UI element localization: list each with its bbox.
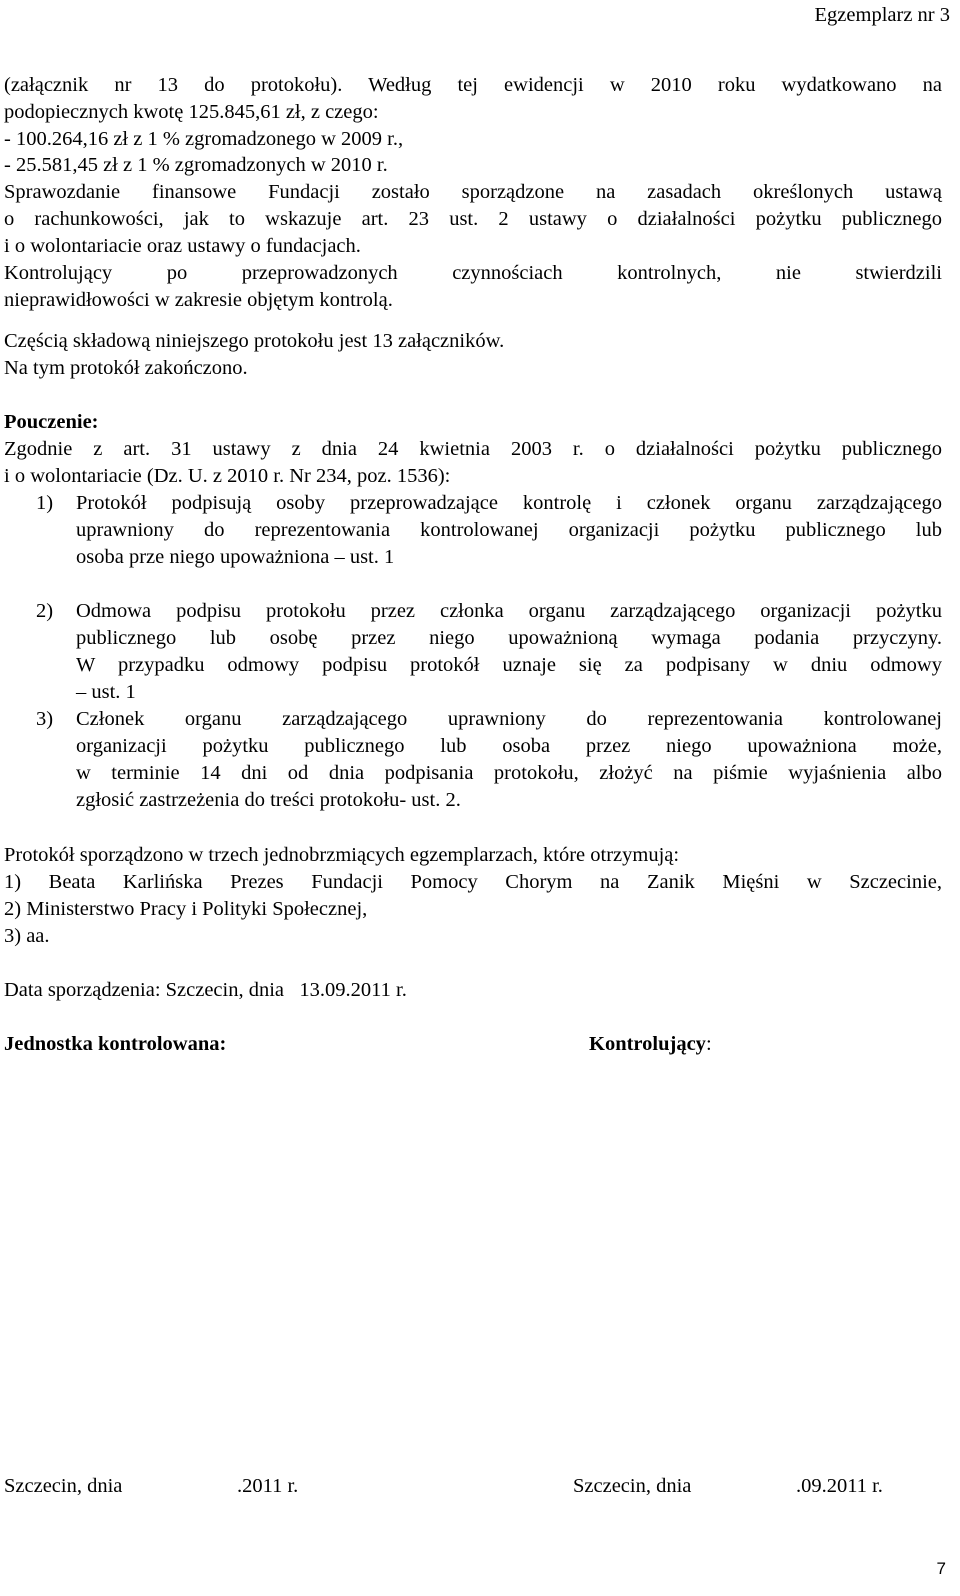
date-line: Data sporządzenia: Szczecin, dnia 13.09.2011 r. <box>4 979 407 1001</box>
copies-line-1: Protokół sporządzono w trzech jednobrzmiących egzemplarzach, które otrzymują: <box>4 844 680 866</box>
item-number: 3) <box>36 708 54 730</box>
inspector-label-colon: : <box>705 1033 712 1055</box>
intro-line-3: - 100.264,16 zł z 1 % zgromadzonego w 2009 r., <box>4 128 404 150</box>
intro-line-1: (załącznik nr 13 do protokołu). Według tej ewidencji w 2010 roku wydatkowano na <box>4 74 942 96</box>
page-number: 7 <box>936 1559 946 1578</box>
item-line: organizacji pożytku publicznego lub osoba przez niego upoważniona może, <box>76 735 942 757</box>
item-line: uprawniony do reprezentowania kontrolowanej organizacji pożytku publicznego lub <box>76 519 942 541</box>
intro-line-9: nieprawidłowości w zakresie objętym kontrolą. <box>4 289 393 311</box>
item-line: Odmowa podpisu protokołu przez członka organu zarządzającego organizacji pożytku <box>76 600 942 622</box>
controlled-unit-label: Jednostka kontrolowana: <box>4 1033 227 1055</box>
intro-line-5: Sprawozdanie finansowe Fundacji zostało sporządzone na zasadach określonych ustawą <box>4 181 942 203</box>
item-number: 2) <box>36 600 54 622</box>
right-signature-date: .09.2011 r. <box>796 1475 883 1497</box>
item-line: Protokół podpisują osoby przeprowadzające kontrolę i członek organu zarządzającego <box>76 492 942 514</box>
item-number: 1) <box>36 492 54 514</box>
item-text <box>76 598 942 706</box>
item-line: publicznego lub osobę przez niego upoważnioną wymaga podania przyczyny. <box>76 627 942 649</box>
intro-line-2: podopiecznych kwotę 125.845,61 zł, z czego: <box>4 101 379 123</box>
instruction-line-1: Zgodnie z art. 31 ustawy z dnia 24 kwietnia 2003 r. o działalności pożytku publicznego <box>4 438 942 460</box>
item-line: – ust. 1 <box>76 681 136 703</box>
left-signature-date: .2011 r. <box>237 1475 299 1497</box>
intro-line-4: - 25.581,45 zł z 1 % zgromadzonych w 2010 r. <box>4 154 388 176</box>
intro-line-8: Kontrolujący po przeprowadzonych czynnościach kontrolnych, nie stwierdzili <box>4 262 942 284</box>
copies-line-3: 2) Ministerstwo Pracy i Polityki Społecznej, <box>4 898 368 920</box>
intro-line-6: o rachunkowości, jak to wskazuje art. 23 ust. 2 ustawy o działalności pożytku publicznego <box>4 208 942 230</box>
attachments-line-2: Na tym protokół zakończono. <box>4 357 248 379</box>
item-text <box>76 706 942 814</box>
instruction-heading: Pouczenie: <box>4 411 99 433</box>
copy-number-label: Egzemplarz nr 3 <box>814 4 950 26</box>
left-signature-place: Szczecin, dnia <box>4 1475 123 1497</box>
item-line: w terminie 14 dni od dnia podpisania protokołu, złożyć na piśmie wyjaśnienia albo <box>76 762 942 784</box>
intro-line-7: i o wolontariacie oraz ustawy o fundacjach. <box>4 235 361 257</box>
item-line: osoba prze niego upoważniona – ust. 1 <box>76 546 395 568</box>
instruction-line-2: i o wolontariacie (Dz. U. z 2010 r. Nr 234, poz. 1536): <box>4 465 451 487</box>
copies-line-2: 1) Beata Karlińska Prezes Fundacji Pomocy Chorym na Zanik Mięśni w Szczecinie, <box>4 871 942 893</box>
copies-line-4: 3) aa. <box>4 925 50 947</box>
inspector-label <box>589 1031 712 1058</box>
item-line: zgłosić zastrzeżenia do treści protokołu- ust. 2. <box>76 789 461 811</box>
item-line: Członek organu zarządzającego uprawniony do reprezentowania kontrolowanej <box>76 708 942 730</box>
attachments-line-1: Częścią składową niniejszego protokołu jest 13 załączników. <box>4 330 505 352</box>
inspector-label-text: Kontrolujący <box>589 1033 706 1055</box>
right-signature-place: Szczecin, dnia <box>573 1475 692 1497</box>
item-line: W przypadku odmowy podpisu protokół uznaje się za podpisany w dniu odmowy <box>76 654 942 676</box>
item-text <box>76 490 942 571</box>
